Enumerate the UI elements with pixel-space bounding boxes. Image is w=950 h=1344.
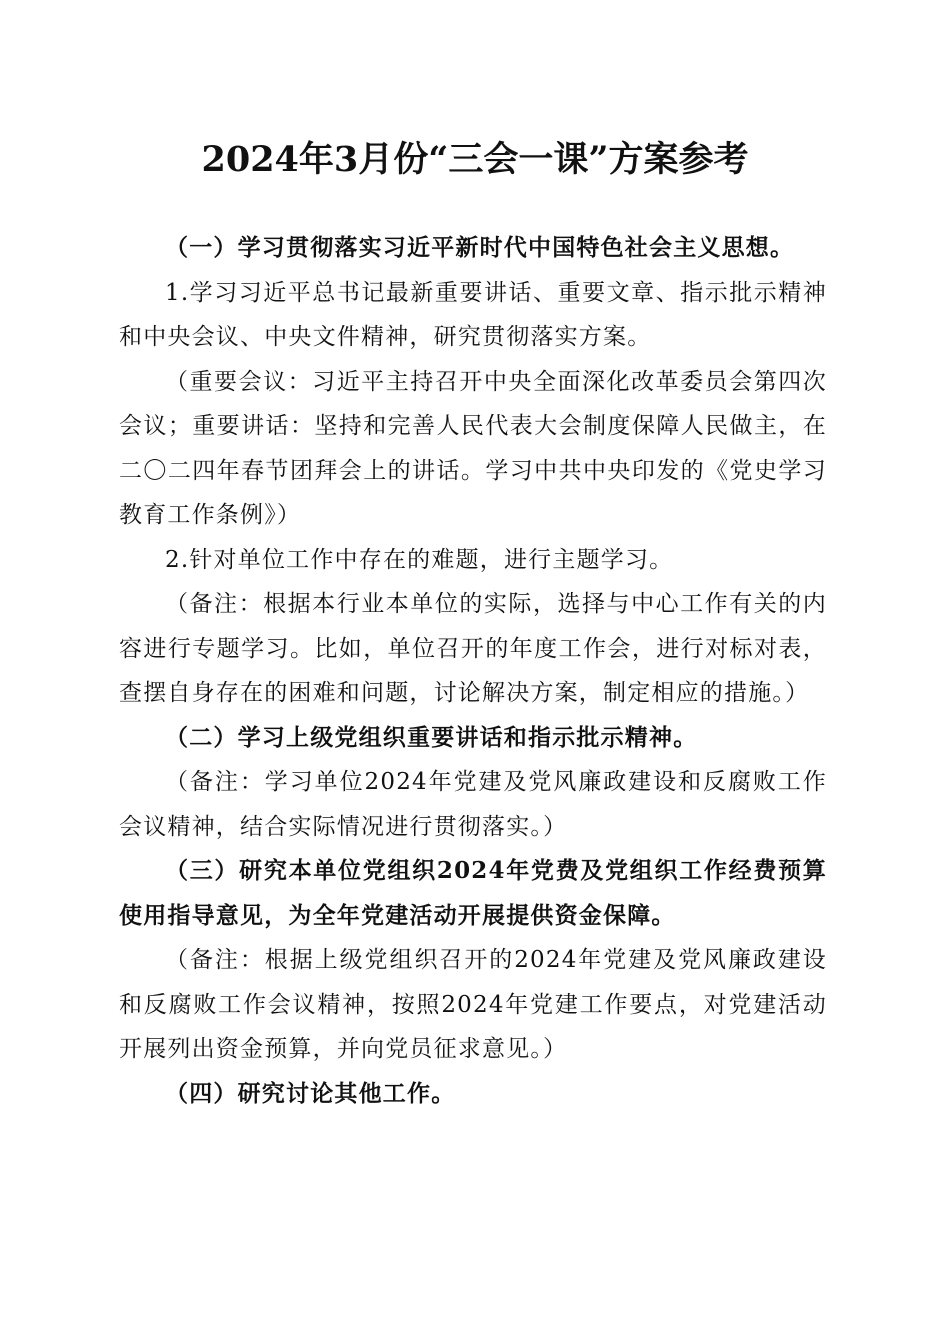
section-heading-3: （三）研究本单位党组织2024年党费及党组织工作经费预算使用指导意见，为全年党建活动开展提供资金保障。 (119, 857, 827, 929)
document-title: 2024年3月份“三会一课”方案参考 (201, 139, 749, 180)
note-paragraph-4: （备注：根据上级党组织召开的2024年党建及党风廉政建设和反腐败工作会议精神，按照2024年党建工作要点，对党建活动开展列出资金预算，并向党员征求意见。） (119, 947, 827, 1062)
list-item-1: 1.学习习近平总书记最新重要讲话、重要文章、指示批示精神和中央会议、中央文件精神，研究贯彻落实方案。 (119, 279, 827, 350)
section-heading-4: （四）研究讨论其他工作。 (165, 1079, 456, 1107)
section-heading-2: （二）学习上级党组织重要讲话和指示批示精神。 (165, 723, 698, 751)
section-heading-1: （一）学习贯彻落实习近平新时代中国特色社会主义思想。 (165, 234, 795, 261)
note-paragraph-1: （重要会议：习近平主持召开中央全面深化改革委员会第四次会议；重要讲话：坚持和完善人民代表大会制度保障人民做主，在二〇二四年春节团拜会上的讲话。学习中共中央印发的《党史学习教育工作条例》） (119, 368, 827, 528)
document-body (119, 226, 827, 1116)
note-paragraph-3: （备注：学习单位2024年党建及党风廉政建设和反腐败工作会议精神，结合实际情况进行贯彻落实。） (119, 769, 827, 840)
note-paragraph-2: （备注：根据本行业本单位的实际，选择与中心工作有关的内容进行专题学习。比如，单位召开的年度工作会，进行对标对表，查摆自身存在的困难和问题，讨论解决方案，制定相应的措施。） (119, 591, 827, 706)
list-item-2: 2.针对单位工作中存在的难题，进行主题学习。 (165, 546, 674, 573)
